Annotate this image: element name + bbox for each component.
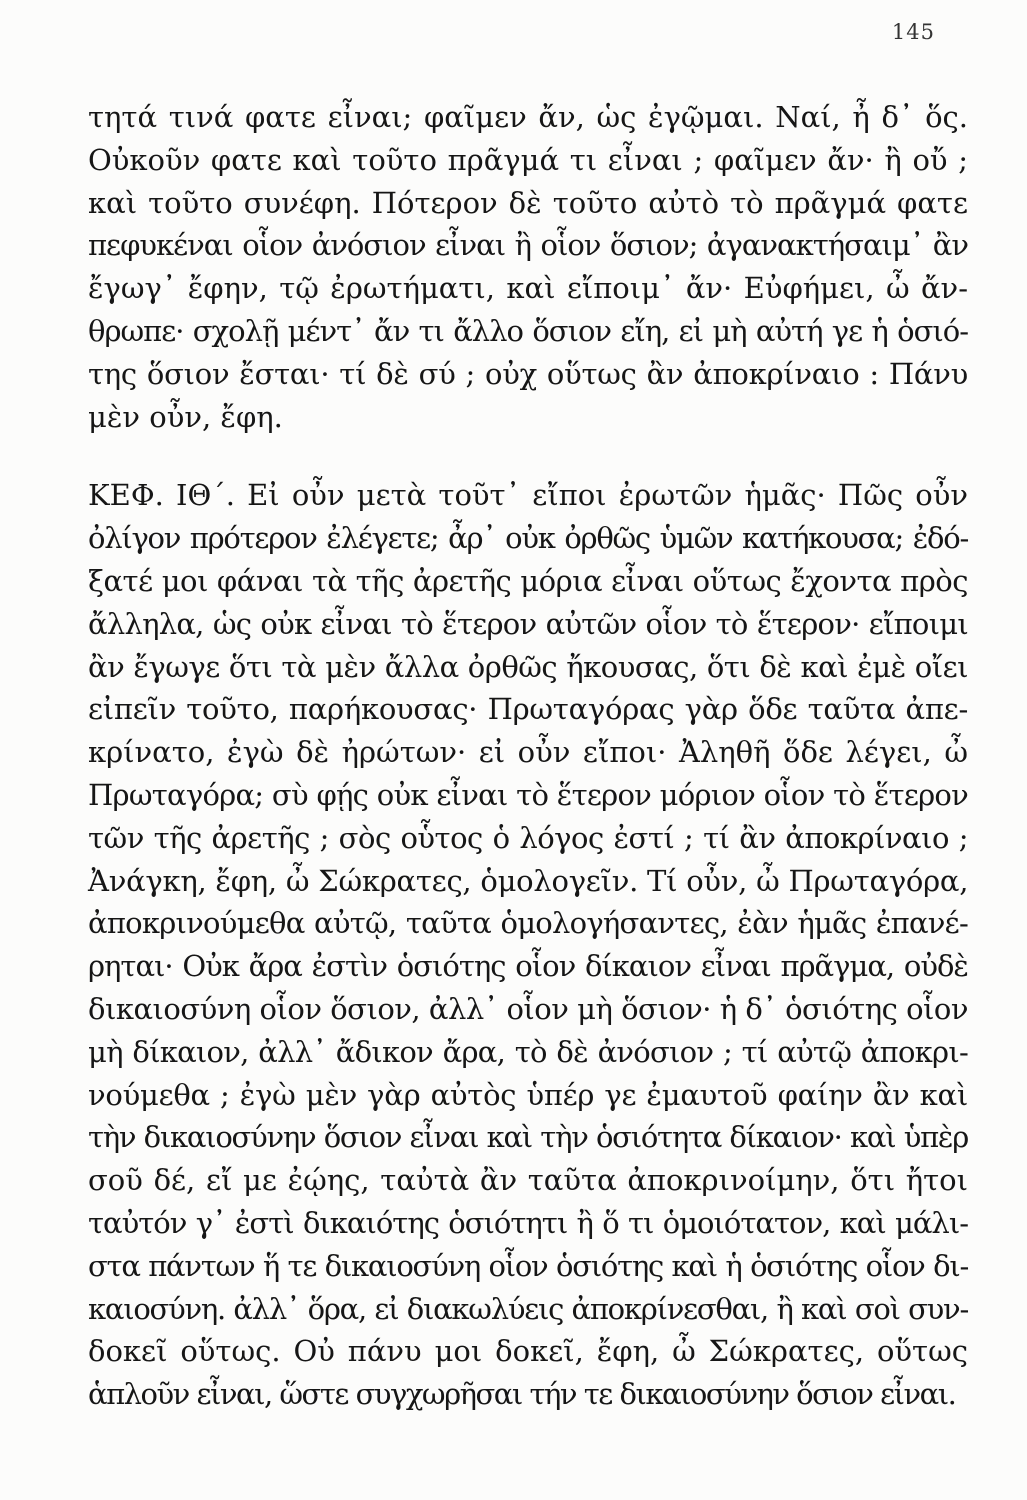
text-line: τὴν δικαιοσύνην ὅσιον εἶναι καὶ τὴν ὁσιότητα δίκαιον· καὶ ὑπὲρ [88,1120,968,1155]
text-line: της ὅσιον ἔσται· τί δὲ σύ ; οὐχ οὕτως ἂν ἀποκρίναιο : Πάνυ [88,356,968,391]
text-line: πεφυκέναι οἷον ἀνόσιον εἶναι ἢ οἷον ὅσιον; ἀγανακτήσαιμ᾽ ἂν [88,228,968,263]
text-line: Ἀνάγκη, ἔφη, ὦ Σώκρατες, ὁμολογεῖν. Τί οὖν, ὦ Πρωταγόρα, [88,863,969,898]
text-line: καιοσύνη. ἀλλ᾽ ὅρα, εἰ διακωλύεις ἀποκρίνεσθαι, ἢ καὶ σοὶ συν- [88,1291,968,1326]
text-line: ὀλίγον πρότερον ἐλέγετε; ἆρ᾽ οὐκ ὀρθῶς ὑμῶν κατήκουσα; ἐδό- [88,521,968,556]
paragraph-1 [88,96,968,438]
text-line: ἂν ἔγωγε ὅτι τὰ μὲν ἄλλα ὀρθῶς ἤκουσας, ὅτι δὲ καὶ ἐμὲ οἴει [88,649,968,684]
text-line: ἀποκρινούμεθα αὐτῷ, ταῦτα ὁμολογήσαντες, ἐὰν ἡμᾶς ἐπανέ- [88,906,968,941]
paragraph-gap [88,438,968,474]
text-line: εἰπεῖν τοῦτο, παρήκουσας· Πρωταγόρας γὰρ ὅδε ταῦτα ἀπε- [88,692,968,727]
text-line: καὶ τοῦτο συνέφη. Πότερον δὲ τοῦτο αὐτὸ τὸ πρᾶγμά φατε [88,185,968,220]
paragraph-2 [88,474,968,1416]
text-line: νούμεθα ; ἐγὼ μὲν γὰρ αὐτὸς ὑπέρ γε ἐμαυτοῦ φαίην ἂν καὶ [88,1077,968,1112]
text-line: τῶν τῆς ἀρετῆς ; σὸς οὗτος ὁ λόγος ἐστί ; τί ἂν ἀποκρίναιο ; [88,820,968,855]
text-line: θρωπε· σχολῇ μέντ᾽ ἄν τι ἄλλο ὅσιον εἴη, εἰ μὴ αὐτή γε ἡ ὁσιό- [88,313,968,348]
text-line: τητά τινά φατε εἶναι; φαῖμεν ἄν, ὡς ἐγῷμαι. Ναί, ἦ δ᾽ ὅς. [88,100,968,134]
text-line: μὲν οὖν, ἔφη. [88,399,283,434]
text-line: ταὐτόν γ᾽ ἐστὶ δικαιότης ὁσιότητι ἢ ὅ τι ὁμοιότατον, καὶ μάλι- [88,1205,968,1240]
text-line: ἔγωγ᾽ ἔφην, τῷ ἐρωτήματι, καὶ εἴποιμ᾽ ἄν· Εὐφήμει, ὦ ἄν- [88,271,968,306]
text-line: κρίνατο, ἐγὼ δὲ ἠρώτων· εἰ οὖν εἴποι· Ἀληθῆ ὅδε λέγει, ὦ [88,735,968,770]
text-line: μὴ δίκαιον, ἀλλ᾽ ἄδικον ἄρα, τὸ δὲ ἀνόσιον ; τί αὐτῷ ἀποκρι- [88,1034,968,1069]
text-line: δοκεῖ οὕτως. Οὐ πάνυ μοι δοκεῖ, ἔφη, ὦ Σώκρατες, οὕτως [88,1334,968,1369]
text-line: ἁπλοῦν εἶναι, ὥστε συγχωρῆσαι τήν τε δικαιοσύνην ὅσιον εἶναι. [88,1377,956,1412]
text-line: σοῦ δέ, εἴ με ἐῴης, ταὐτὰ ἂν ταῦτα ἀποκρινοίμην, ὅτι ἤτοι [88,1163,968,1198]
text-line: ἄλληλα, ὡς οὐκ εἶναι τὸ ἕτερον αὐτῶν οἷον τὸ ἕτερον· εἴποιμι [88,606,968,641]
text-line: ρηται· Οὐκ ἄρα ἐστὶν ὁσιότης οἷον δίκαιον εἶναι πρᾶγμα, οὐδὲ [88,949,968,984]
text-line: δικαιοσύνη οἷον ὅσιον, ἀλλ᾽ οἷον μὴ ὅσιον· ἡ δ᾽ ὁσιότης οἷον [88,991,968,1026]
text-line: ΚΕΦ. ΙΘ΄. Εἰ οὖν μετὰ τοῦτ᾽ εἴποι ἐρωτῶν ἡμᾶς· Πῶς οὖν [88,478,968,513]
text-line: ξατέ μοι φάναι τὰ τῆς ἀρετῆς μόρια εἶναι οὕτως ἔχοντα πρὸς [88,563,968,598]
text-line: Οὐκοῦν φατε καὶ τοῦτο πρᾶγμά τι εἶναι ; φαῖμεν ἄν· ἢ οὔ ; [88,142,968,177]
text-line: στα πάντων ἥ τε δικαιοσύνη οἷον ὁσιότης καὶ ἡ ὁσιότης οἷον δι- [88,1248,968,1283]
page-number: 145 [891,20,935,44]
body-text [88,96,968,1416]
text-line: Πρωταγόρα; σὺ φῄς οὐκ εἶναι τὸ ἕτερον μόριον οἷον τὸ ἕτερον [88,777,968,812]
